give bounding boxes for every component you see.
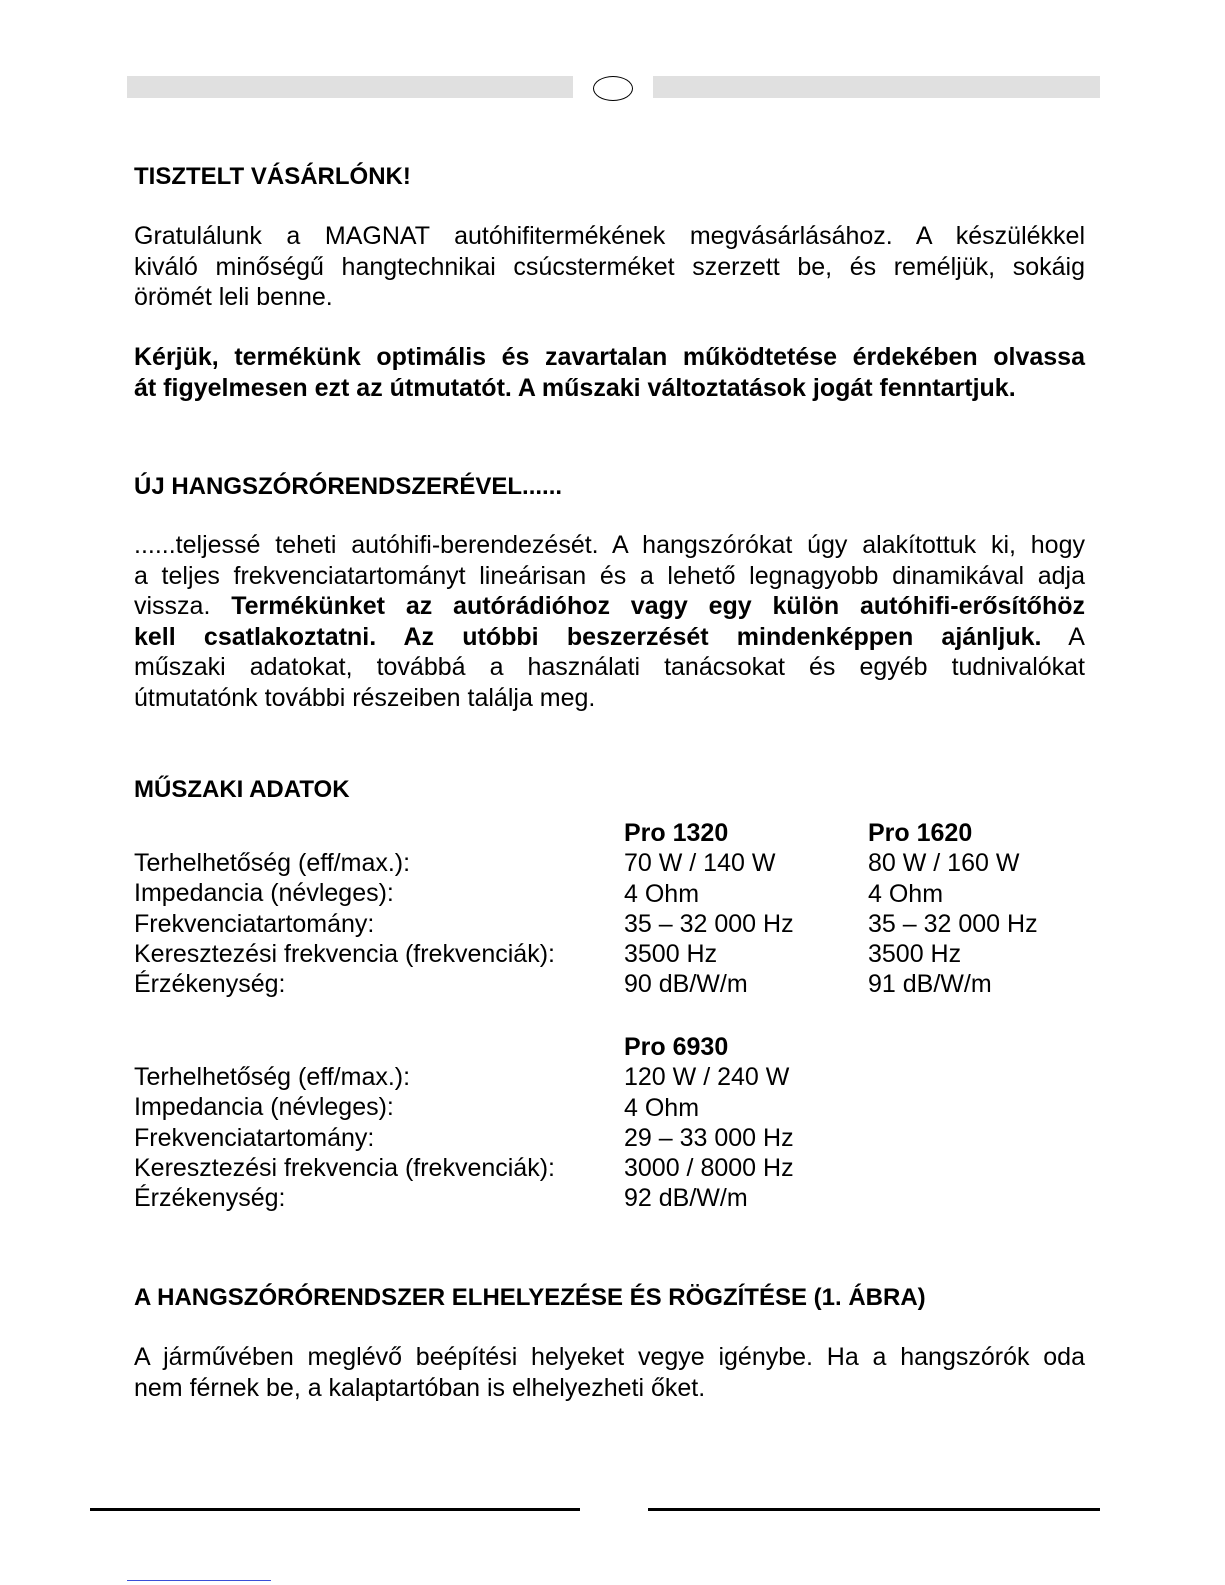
spec-value: 35 – 32 000 Hz	[624, 909, 794, 938]
spec-value: 3500 Hz	[624, 940, 718, 969]
spec-label: Impedancia (névleges):	[134, 879, 394, 908]
spec-value: 80 W / 160 W	[868, 849, 1020, 878]
spec-value: 3000 / 8000 Hz	[624, 1154, 794, 1183]
section2-paragraph	[134, 530, 1085, 713]
spec-value: 29 – 33 000 Hz	[624, 1123, 794, 1152]
section2-line: a teljes frekvenciatartományt lineárisan és a lehető legnagyobb dinamikával adja	[134, 561, 1085, 590]
spec-label: Impedancia (névleges):	[134, 1093, 394, 1122]
section2-line	[134, 591, 1085, 622]
spec-column-pro6930	[624, 1032, 794, 1214]
notice-line: át figyelmesen ezt az útmutatót. A műszaki változtatások jogát fenntartjuk.	[134, 373, 1016, 402]
spec-label: Frekvenciatartomány:	[134, 1123, 375, 1152]
spec-value: 92 dB/W/m	[624, 1184, 748, 1213]
spec-value: 4 Ohm	[624, 1093, 700, 1122]
section2-line	[134, 622, 1085, 653]
language-oval-icon	[593, 76, 633, 101]
placement-paragraph	[134, 1342, 1085, 1403]
section2-plain-text: vissza.	[134, 592, 232, 620]
spec-value: 120 W / 240 W	[624, 1063, 790, 1092]
spec-labels-1	[134, 848, 555, 999]
section2-bold-text: kell csatlakoztatni. Az utóbbi beszerzését mindenképpen ajánljuk.	[134, 622, 1042, 651]
spec-value: 3500 Hz	[868, 940, 962, 969]
footer-blue-rule	[127, 1580, 271, 1581]
model-header: Pro 1320	[624, 819, 729, 847]
intro-line: kiváló minőségű hangtechnikai csúcsterméket szerzett be, és reméljük, sokáig	[134, 252, 1085, 281]
section2-line: útmutatónk további részeiben találja meg.	[134, 683, 596, 712]
header-bar-left	[127, 76, 573, 98]
placement-heading: A HANGSZÓRÓRENDSZER ELHELYEZÉSE ÉS RÖGZÍTÉSE (1. ÁBRA)	[134, 1284, 926, 1311]
spec-value: 4 Ohm	[624, 879, 700, 908]
section2-line: műszaki adatokat, továbbá a használati tanácsokat és egyéb tudnivalókat	[134, 653, 1085, 681]
section2-line: ......teljessé teheti autóhifi-berendezését. A hangszórókat úgy alakítottuk ki, hogy	[134, 531, 1085, 559]
placement-line: A járművében meglévő beépítési helyeket vegye igénybe. Ha a hangszórók oda	[134, 1343, 1085, 1371]
footer-rule-right	[648, 1508, 1100, 1511]
intro-heading: TISZTELT VÁSÁRLÓNK!	[134, 163, 411, 190]
intro-paragraph	[134, 221, 1085, 313]
specs-heading: MŰSZAKI ADATOK	[134, 776, 350, 803]
spec-value: 35 – 32 000 Hz	[868, 909, 1038, 938]
spec-value: 70 W / 140 W	[624, 849, 776, 878]
model-header: Pro 6930	[624, 1033, 729, 1061]
intro-line: Gratulálunk a MAGNAT autóhifitermékének megvásárlásához. A készülékkel	[134, 222, 1085, 250]
spec-label: Keresztezési frekvencia (frekvenciák):	[134, 1153, 555, 1182]
spec-labels-2	[134, 1062, 555, 1213]
footer-rule-left	[90, 1508, 580, 1511]
spec-value: 90 dB/W/m	[624, 970, 748, 999]
spec-label: Terhelhetőség (eff/max.):	[134, 1063, 411, 1091]
header-bar-right	[653, 76, 1100, 98]
section-heading-new-speakers: ÚJ HANGSZÓRÓRENDSZERÉVEL......	[134, 473, 563, 500]
spec-label: Frekvenciatartomány:	[134, 909, 375, 938]
spec-label: Keresztezési frekvencia (frekvenciák):	[134, 939, 555, 968]
spec-value: 91 dB/W/m	[868, 970, 992, 999]
notice-line: Kérjük, termékünk optimális és zavartalan működtetése érdekében olvassa	[134, 343, 1085, 371]
spec-column-pro1620	[868, 818, 1038, 1000]
intro-notice	[134, 342, 1085, 403]
section2-bold-text: Termékünket az autórádióhoz vagy egy külön autóhifi-erősítőhöz	[231, 592, 1085, 620]
intro-line: örömét leli benne.	[134, 283, 333, 311]
placement-line: nem férnek be, a kalaptartóban is elhelyezheti őket.	[134, 1373, 706, 1402]
spec-label: Érzékenység:	[134, 970, 286, 999]
section2-plain-text: A	[1041, 622, 1085, 651]
model-header: Pro 1620	[868, 819, 973, 847]
spec-column-pro1320	[624, 818, 794, 1000]
spec-label: Terhelhetőség (eff/max.):	[134, 849, 411, 877]
spec-label: Érzékenység:	[134, 1184, 286, 1213]
spec-value: 4 Ohm	[868, 879, 944, 908]
